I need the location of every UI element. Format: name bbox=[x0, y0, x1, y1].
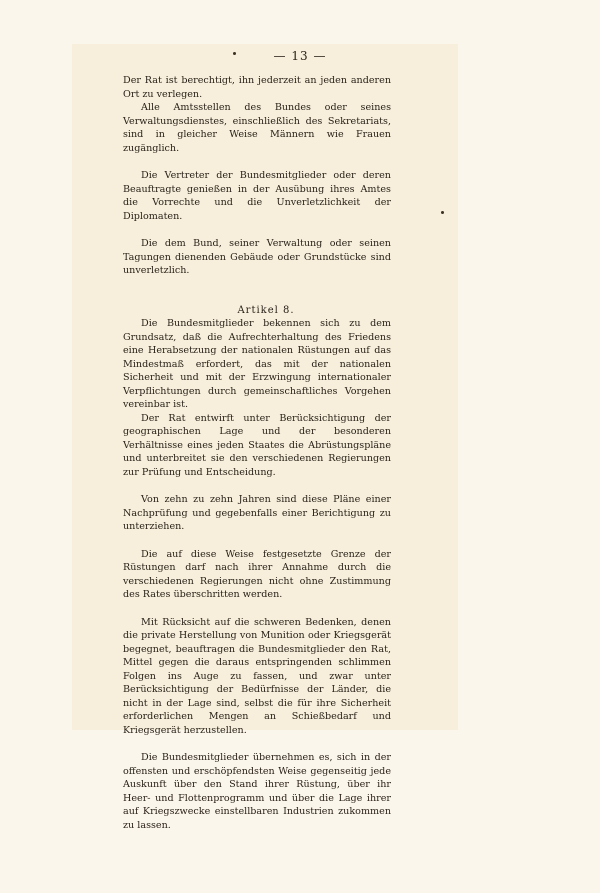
paragraph-10: Die Bundesmitglieder übernehmen es, sich in der offensten und erschöpfendsten Weise gegenseitig jede Auskunft über den Stand ihrer Rüstung, über ihr Heer- und Flottenprogramm und über die Lage ihrer auf Kriegszwecke einstellbaren Industrien zukommen zu lassen. bbox=[123, 752, 391, 831]
paragraph-6: Der Rat entwirft unter Berücksichtigung der geographischen Lage und der besonderen Verhältnisse eines jeden Staates die Abrüstungspläne und unterbreitet sie den verschiedenen Regierungen zur Prüfung und Entscheidung. bbox=[123, 412, 391, 478]
article-heading: Artikel 8. bbox=[237, 304, 295, 316]
paragraph-7: Von zehn zu zehn Jahren sind diese Pläne einer Nachprüfung und gegebenfalls einer Berichtigung zu unterziehen. bbox=[123, 494, 391, 532]
ink-speck bbox=[233, 52, 236, 55]
paragraph-4: Die dem Bund, seiner Verwaltung oder seinen Tagungen dienenden Gebäude oder Grundstücke sind unverletzlich. bbox=[123, 238, 391, 276]
paragraph-5: Die Bundesmitglieder bekennen sich zu dem Grundsatz, daß die Aufrechterhaltung des Friedens eine Herabsetzung der nationalen Rüstungen auf das Mindestmaß erfordert, das mit der nationalen Sicherheit und mit der Erzwingung internationaler Verpflichtungen durch gemeinschaftliches Vorgehen vereinbar ist. bbox=[123, 318, 391, 410]
page-number: — 13 — bbox=[273, 49, 327, 63]
document-body bbox=[123, 74, 391, 832]
ink-speck bbox=[441, 211, 444, 214]
paragraph-8: Die auf diese Weise festgesetzte Grenze der Rüstungen darf nach ihrer Annahme durch die verschiedenen Regierungen nicht ohne Zustimmung des Rates überschritten werden. bbox=[123, 548, 391, 600]
paragraph-1: Der Rat ist berechtigt, ihn jederzeit an jeden anderen Ort zu verlegen. bbox=[123, 75, 391, 100]
paragraph-9: Mit Rücksicht auf die schweren Bedenken, denen die private Herstellung von Munition oder Kriegsgerät begegnet, beauftragen die Bundesmitglieder den Rat, Mittel gegen die daraus entspringenden schlimmen Folgen ins Auge zu fassen, und zwar unter Berücksichtigung der Bedürfnisse der Länder, die nicht in der Lage sind, selbst die für ihre Sicherheit erforderlichen Mengen an Schießbedarf und Kriegsgerät herzustellen. bbox=[123, 616, 391, 736]
paragraph-3: Die Vertreter der Bundesmitglieder oder deren Beauftragte genießen in der Ausübung ihres Amtes die Vorrechte und die Unverletzlichkeit der Diplomaten. bbox=[123, 170, 391, 222]
paragraph-2: Alle Amtsstellen des Bundes oder seines Verwaltungsdienstes, einschließlich des Sekretariats, sind in gleicher Weise Männern wie Frauen zugänglich. bbox=[123, 102, 391, 154]
